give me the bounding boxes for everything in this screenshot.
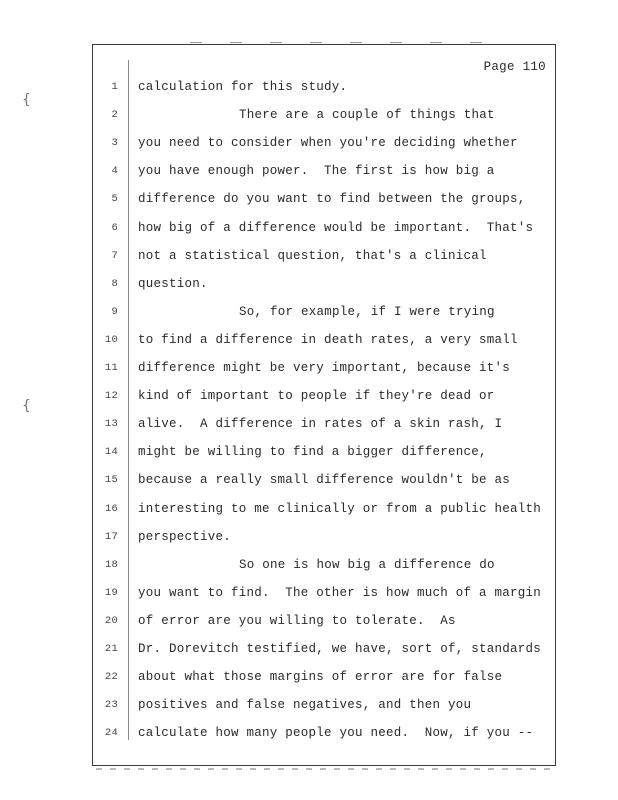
transcript-line <box>98 527 548 547</box>
line-number: 12 <box>104 390 118 403</box>
line-number: 22 <box>104 671 118 684</box>
transcript-line <box>98 723 548 743</box>
line-text: So, for example, if I were trying <box>239 304 495 319</box>
line-number: 24 <box>104 727 118 740</box>
line-text: to find a difference in death rates, a very small <box>138 332 518 347</box>
line-text: of error are you willing to tolerate. As <box>138 613 456 628</box>
line-text: interesting to me clinically or from a public health <box>138 501 542 516</box>
transcript-line <box>98 555 548 575</box>
line-text: about what those margins of error are for false <box>138 670 503 685</box>
line-number: 7 <box>111 249 118 262</box>
line-text: question. <box>138 276 208 291</box>
page-number: Page 110 <box>483 60 546 74</box>
line-number: 17 <box>104 530 118 543</box>
line-number: 3 <box>111 137 118 150</box>
line-text: kind of important to people if they're dead or <box>138 389 495 404</box>
line-text: positives and false negatives, and then you <box>138 698 472 713</box>
line-number: 21 <box>104 643 118 655</box>
transcript-line <box>98 667 548 687</box>
transcript-line <box>98 386 548 406</box>
transcript-line <box>98 499 548 519</box>
line-number: 5 <box>111 193 118 206</box>
line-number: 11 <box>104 362 118 374</box>
transcript-line <box>98 330 548 350</box>
line-number: 14 <box>104 446 118 459</box>
line-text: how big of a difference would be important. That's <box>138 220 534 235</box>
transcript-line <box>98 414 548 434</box>
transcript-line <box>98 105 548 125</box>
line-text: you have enough power. The first is how big a <box>138 164 495 179</box>
line-text: difference might be very important, because it's <box>138 361 511 375</box>
line-number: 8 <box>111 277 118 290</box>
transcript-line <box>98 442 548 462</box>
line-text: So one is how big a difference do <box>239 557 495 572</box>
line-text: you need to consider when you're deciding whether <box>138 136 518 151</box>
line-text: difference do you want to find between the groups, <box>138 192 526 207</box>
line-number: 23 <box>104 699 118 712</box>
transcript-line <box>98 161 548 181</box>
transcript-line <box>98 133 548 153</box>
transcript-line <box>98 358 548 378</box>
transcript-line <box>98 246 548 266</box>
line-number: 2 <box>111 109 118 122</box>
line-number: 16 <box>104 502 118 515</box>
line-number: 6 <box>111 221 118 234</box>
line-number: 1 <box>111 81 118 93</box>
line-text: Dr. Dorevitch testified, we have, sort of, standards <box>138 642 542 656</box>
line-number: 13 <box>104 418 118 431</box>
line-number: 4 <box>111 165 118 178</box>
transcript-line <box>98 470 548 490</box>
margin-brace-mark: { <box>22 398 31 414</box>
margin-brace-mark: { <box>22 92 31 108</box>
transcript-line <box>98 583 548 603</box>
line-text: calculation for this study. <box>138 80 348 94</box>
line-number: 19 <box>104 586 118 599</box>
transcript-line <box>98 218 548 238</box>
line-number: 9 <box>111 305 118 318</box>
transcript-line <box>98 274 548 294</box>
transcript-line <box>98 77 548 97</box>
line-text: alive. A difference in rates of a skin rash, I <box>138 417 503 432</box>
transcript-line <box>98 695 548 715</box>
line-text: perspective. <box>138 529 232 544</box>
line-text: might be willing to find a bigger difference, <box>138 445 487 460</box>
line-number: 10 <box>104 333 118 346</box>
transcript-line <box>98 189 548 209</box>
line-text: There are a couple of things that <box>239 108 495 123</box>
line-text: not a statistical question, that's a clinical <box>138 248 487 263</box>
transcript-line <box>98 302 548 322</box>
line-number: 20 <box>104 614 118 627</box>
line-number: 18 <box>104 558 118 571</box>
line-text: you want to find. The other is how much of a margin <box>138 585 542 600</box>
line-text: because a really small difference wouldn't be as <box>138 473 511 488</box>
line-number: 15 <box>104 474 118 487</box>
transcript-line <box>98 639 548 659</box>
line-text: calculate how many people you need. Now, if you -- <box>138 726 534 741</box>
transcript-line <box>98 611 548 631</box>
